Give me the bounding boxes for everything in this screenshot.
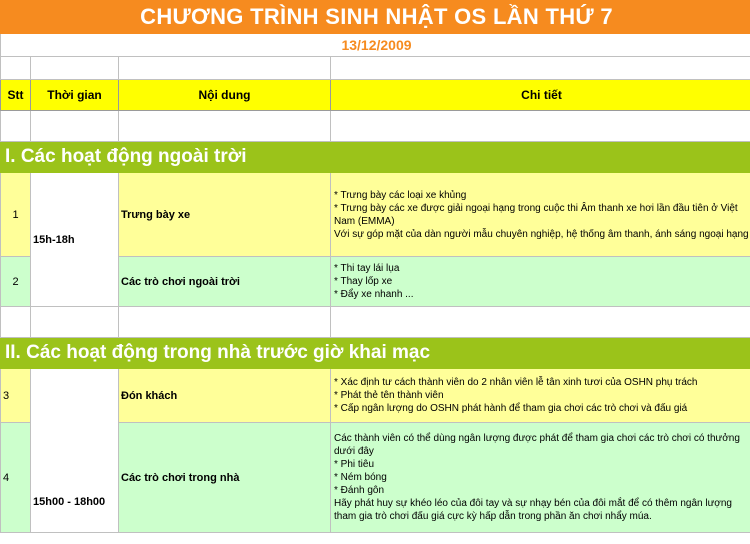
empty-cell[interactable]	[1, 111, 31, 142]
empty-cell[interactable]	[1, 307, 31, 338]
detail-line: Các thành viên có thể dùng ngân lượng được phát để tham gia chơi các trò chơi có thưởng dưới đây	[334, 433, 740, 457]
table-row	[1, 369, 750, 423]
header-row	[1, 80, 750, 111]
row-number[interactable]: 4	[1, 423, 31, 533]
detail-line: * Phát thẻ tên thành viên	[334, 390, 444, 401]
activity-details[interactable]	[331, 369, 750, 423]
detail-line: Hãy phát huy sự khéo léo của đôi tay và sự nhạy bén của đôi mắt để có thêm ngân lượng tham gia trò chơi đấu giá cực kỳ hấp dẫn trong phần ăn chơi nhẩy múa.	[334, 498, 732, 522]
row-number[interactable]: 3	[1, 369, 31, 423]
row-number[interactable]: 2	[1, 257, 31, 307]
activity-details[interactable]	[331, 257, 750, 307]
activity-name[interactable]: Các trò chơi ngoài trời	[119, 257, 331, 307]
detail-line: * Thi tay lái lụa	[334, 263, 400, 274]
empty-cell[interactable]	[119, 307, 331, 338]
header-time: Thời gian	[31, 80, 119, 111]
page-title: CHƯƠNG TRÌNH SINH NHẬT OS LẦN THỨ 7	[1, 1, 750, 34]
empty-cell[interactable]	[31, 57, 119, 80]
section-title: II. Các hoạt động trong nhà trước giờ khai mạc	[1, 338, 750, 369]
detail-line: * Ném bóng	[334, 472, 387, 483]
row-number[interactable]: 1	[1, 173, 31, 257]
time-cell[interactable]: 15h-18h	[31, 173, 119, 307]
header-stt: Stt	[1, 80, 31, 111]
activity-details[interactable]	[331, 173, 750, 257]
event-date: 13/12/2009	[1, 34, 750, 57]
detail-line: * Đánh gôn	[334, 485, 385, 496]
detail-line: * Đẩy xe nhanh ...	[334, 289, 414, 300]
section-title: I. Các hoạt động ngoài trời	[1, 142, 750, 173]
detail-line: * Thay lốp xe	[334, 276, 393, 287]
empty-cell[interactable]	[31, 111, 119, 142]
empty-cell[interactable]	[119, 57, 331, 80]
empty-cell[interactable]	[31, 307, 119, 338]
detail-line: * Cấp ngân lượng do OSHN phát hành để tham gia chơi các trò chơi và đấu giá	[334, 403, 688, 414]
detail-line: * Xác định tư cách thành viên do 2 nhân viên lễ tân xinh tươi của OSHN phụ trách	[334, 377, 698, 388]
detail-line: * Trưng bày các xe được giải ngoại hạng trong cuộc thi Âm thanh xe hơi lần đầu tiên ở Việt Nam (EMMA)	[334, 202, 738, 227]
activity-name[interactable]: Trưng bày xe	[119, 173, 331, 257]
detail-line: * Trưng bày các loại xe khủng	[334, 189, 467, 201]
empty-cell[interactable]	[331, 307, 750, 338]
detail-line: Với sự góp mặt của dàn người mẫu chuyên nghiệp, hệ thống âm thanh, ánh sáng ngoại hạng	[334, 228, 749, 240]
header-content: Nội dung	[119, 80, 331, 111]
activity-name[interactable]: Đón khách	[119, 369, 331, 423]
empty-cell[interactable]	[331, 57, 750, 80]
activity-details[interactable]	[331, 423, 750, 533]
header-detail: Chi tiết	[331, 80, 750, 111]
empty-cell[interactable]	[1, 57, 31, 80]
empty-cell[interactable]	[119, 111, 331, 142]
table-row	[1, 173, 750, 257]
activity-name[interactable]: Các trò chơi trong nhà	[119, 423, 331, 533]
empty-cell[interactable]	[331, 111, 750, 142]
time-cell[interactable]: 15h00 - 18h00	[31, 369, 119, 533]
detail-line: * Phi tiêu	[334, 459, 375, 470]
